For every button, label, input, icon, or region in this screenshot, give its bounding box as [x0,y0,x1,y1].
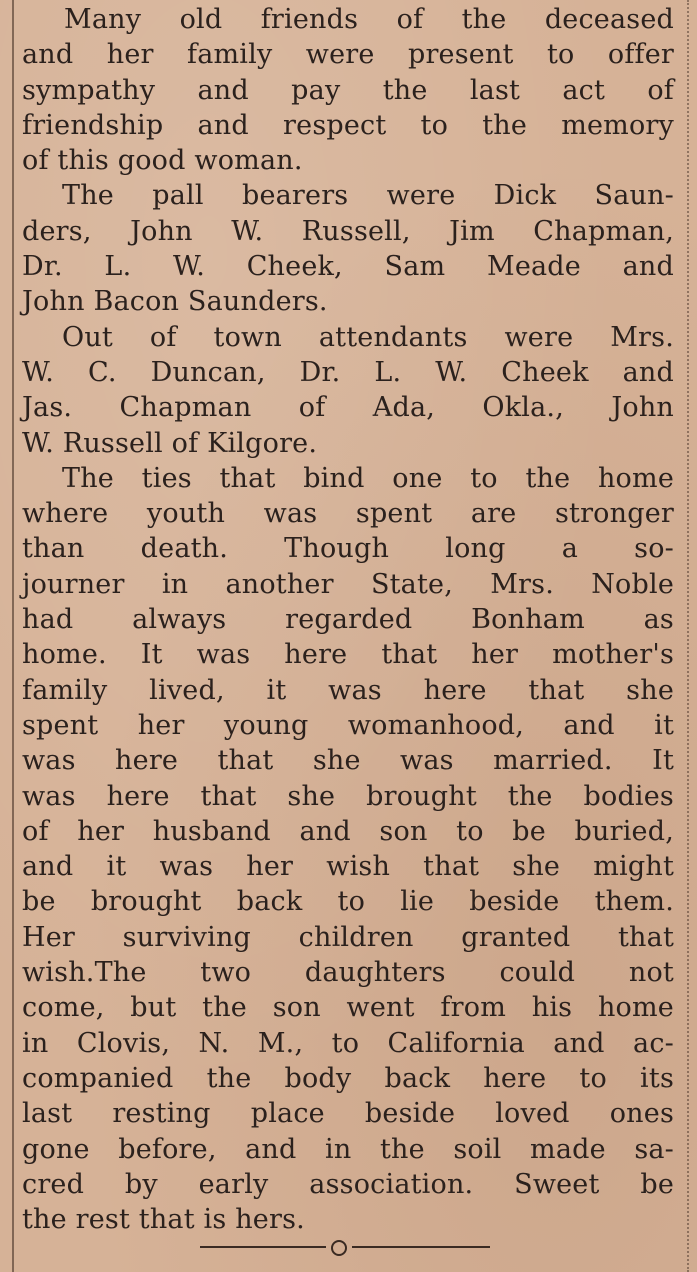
article-line: Dr. L. W. Cheek, Sam Meade and [22,251,674,283]
article-line: come, but the son went from his home [22,992,674,1024]
article-line: The ties that bind one to the home [62,462,674,494]
article-line: journer in another State, Mrs. Noble [22,568,674,600]
article-line: be brought back to lie beside them. [22,886,674,918]
article-line: in Clovis, N. M., to California and ac- [22,1027,674,1059]
article-line: of her husband and son to be buried, [22,815,674,847]
article-line: than death. Though long a so- [22,533,674,565]
article-line: Out of town attendants were Mrs. [62,321,674,353]
article-line: where youth was spent are stronger [22,498,674,530]
article-line: was here that she was married. It [22,745,674,777]
article-line: ders, John W. Russell, Jim Chapman, [22,215,674,247]
article-line: W. C. Duncan, Dr. L. W. Cheek and [22,356,674,388]
column-rule-right [687,0,690,1272]
article-line: was here that she brought the bodies [22,780,674,812]
article-line: John Bacon Saunders. [22,286,328,318]
article-line: of this good woman. [22,145,303,177]
article-line: home. It was here that her mother's [22,639,674,671]
article-line: Many old friends of the deceased [64,4,674,35]
article-line: friendship and respect to the memory [22,109,674,141]
article-line: spent her young womanhood, and it [22,709,674,741]
end-divider [200,1237,490,1257]
column-rule-left [12,0,14,1272]
divider-rule-right [352,1246,490,1248]
article-line: W. Russell of Kilgore. [22,427,318,459]
divider-rule-left [200,1246,326,1248]
article-line: Her surviving children granted that [22,921,674,953]
article-line: and it was her wish that she might [22,851,674,883]
article-column [22,2,674,1237]
article-line: and her family were present to offer [22,39,674,71]
article-line: sympathy and pay the last act of [22,74,674,106]
divider-ornament [331,1240,347,1256]
article-line: companied the body back here to its [22,1062,674,1094]
article-line: cred by early association. Sweet be [22,1168,674,1200]
article-line: had always regarded Bonham as [22,604,674,636]
article-line: wish.The two daughters could not [22,957,674,989]
article-line: The pall bearers were Dick Saun- [62,180,674,212]
article-line: last resting place beside loved ones [22,1098,674,1130]
article-line: gone before, and in the soil made sa- [22,1133,674,1165]
article-line: Jas. Chapman of Ada, Okla., John [22,392,674,424]
article-line: family lived, it was here that she [22,674,674,706]
article-line: the rest that is hers. [22,1204,305,1236]
